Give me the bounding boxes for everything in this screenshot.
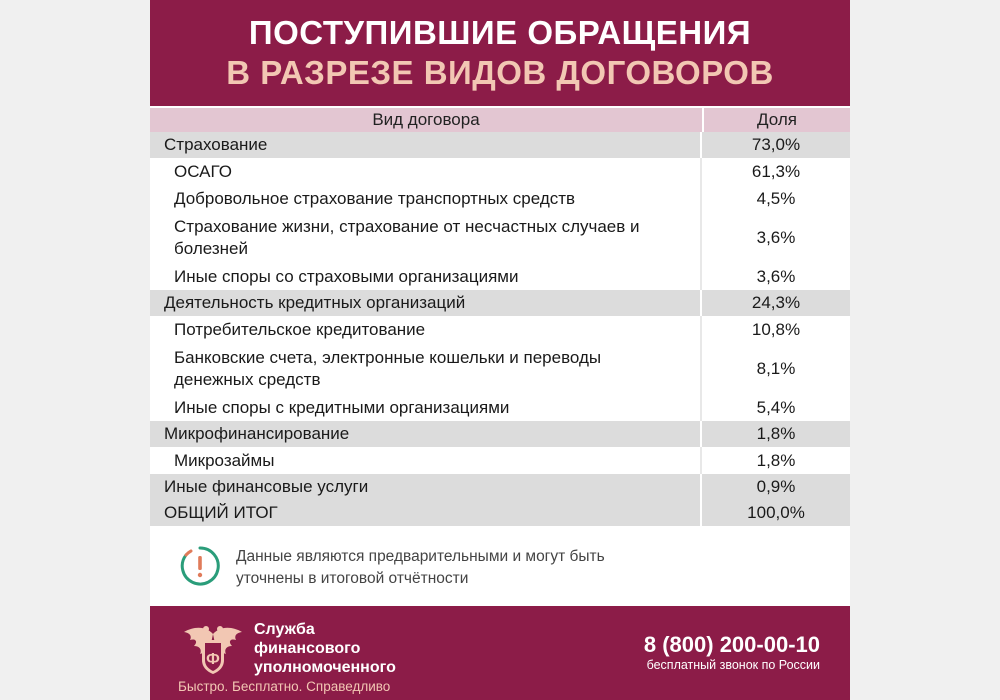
table-row <box>150 395 850 421</box>
infographic-card <box>150 0 850 700</box>
row-value: 8,1% <box>756 359 796 378</box>
exclamation-circle-icon <box>180 546 220 586</box>
row-value: 3,6% <box>756 228 796 247</box>
row-label: Деятельность кредитных организаций <box>150 290 702 316</box>
row-label: Иные споры с кредитными организациями <box>150 395 702 421</box>
hotline-phone[interactable]: 8 (800) 200-00-10 <box>643 632 820 657</box>
table-row <box>150 132 850 158</box>
row-label: Потребительское кредитование <box>150 316 702 343</box>
row-label: Иные финансовые услуги <box>150 474 702 500</box>
table-row <box>150 421 850 447</box>
table-row <box>150 316 850 343</box>
table-row-total <box>150 500 850 526</box>
table-row <box>150 158 850 185</box>
row-value: 1,8% <box>756 424 796 443</box>
row-value: 4,5% <box>756 188 796 208</box>
table-row <box>150 447 850 474</box>
row-value: 1,8% <box>756 450 796 470</box>
row-value: 73,0% <box>751 135 801 154</box>
row-label: ОСАГО <box>150 158 702 185</box>
row-label: Микрозаймы <box>150 447 702 474</box>
row-label: Микрофинансирование <box>150 421 702 447</box>
hotline-note: бесплатный звонок по России <box>646 658 820 672</box>
table-row <box>150 185 850 212</box>
footer-banner <box>150 606 850 700</box>
row-label: Банковские счета, электронные кошельки и переводы денежных средств <box>150 343 702 395</box>
row-value: 3,6% <box>756 267 796 286</box>
table-row <box>150 290 850 316</box>
org-line-3: уполномоченного <box>254 659 396 676</box>
row-value: 61,3% <box>751 161 801 181</box>
contract-types-table <box>150 108 850 526</box>
emblem-letter: Ф <box>206 651 220 668</box>
row-label: Страхование жизни, страхование от несчастных случаев и болезней <box>150 212 702 264</box>
table-row <box>150 264 850 290</box>
slogan: Быстро. Бесплатно. Справедливо <box>178 679 391 694</box>
org-line-2: финансового <box>254 640 361 657</box>
row-value: 24,3% <box>751 293 801 312</box>
row-value: 5,4% <box>756 398 796 417</box>
row-label: Страхование <box>150 132 702 158</box>
double-eagle-emblem-icon <box>180 620 246 676</box>
table-row <box>150 474 850 500</box>
disclaimer-note <box>150 528 850 604</box>
table-row <box>150 343 850 395</box>
title-line-1: ПОСТУПИВШИЕ ОБРАЩЕНИЯ <box>248 14 752 51</box>
row-label: Добровольное страхование транспортных средств <box>150 185 702 212</box>
column-header-type: Вид договора <box>150 108 704 132</box>
row-label: ОБЩИЙ ИТОГ <box>150 500 702 526</box>
row-label: Иные споры со страховыми организациями <box>150 264 702 290</box>
row-value: 0,9% <box>756 477 796 496</box>
row-value: 100,0% <box>747 503 805 522</box>
disclaimer-text: Данные являются предварительными и могут быть уточнены в итоговой отчётности <box>236 548 605 587</box>
table-row <box>150 212 850 264</box>
header-banner <box>150 0 850 106</box>
table-header <box>150 108 850 132</box>
org-line-1: Служба <box>254 621 315 638</box>
title-line-2: В РАЗРЕЗЕ ВИДОВ ДОГОВОРОВ <box>226 54 774 91</box>
organization-name <box>254 620 396 677</box>
row-value: 10,8% <box>751 319 801 339</box>
column-header-share: Доля <box>757 110 797 129</box>
